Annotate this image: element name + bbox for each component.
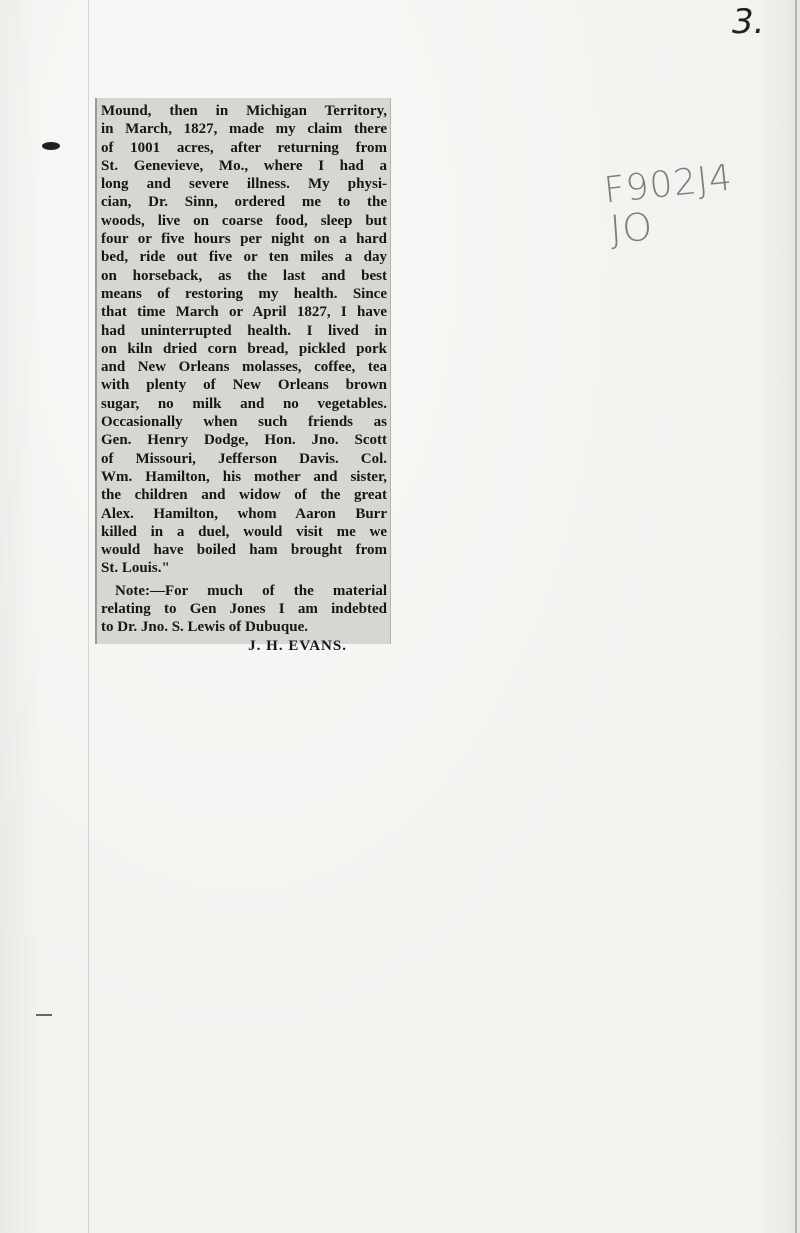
text-line: of Missouri, Jefferson Davis. Col. [101, 450, 387, 467]
binding-hole-mark [42, 142, 60, 150]
text-line: killed in a duel, would visit me we [101, 523, 387, 540]
text-line: sugar, no milk and no vegetables. [101, 395, 387, 412]
clipping-body [101, 102, 387, 578]
text-line: with plenty of New Orleans brown [101, 377, 387, 394]
text-line: on kiln dried corn bread, pickled pork [101, 340, 387, 357]
text-line: had uninterrupted health. I lived in [101, 322, 387, 339]
text-line: woods, live on coarse food, sleep but [101, 212, 387, 229]
clipping-note [101, 582, 387, 637]
text-line: of 1001 acres, after returning from [101, 139, 387, 156]
text-line: St. Louis." [101, 560, 170, 577]
text-line: four or five hours per night on a hard [101, 231, 387, 248]
text-line: on horseback, as the last and best [101, 267, 387, 284]
page-edge [795, 0, 797, 1233]
text-line: the children and widow of the great [101, 487, 387, 504]
text-line: would have boiled ham brought from [101, 542, 387, 559]
text-line: cian, Dr. Sinn, ordered me to the [101, 194, 387, 211]
text-line: means of restoring my health. Since [101, 285, 387, 302]
handwritten-catalog-code: F902J4 [602, 157, 735, 212]
newspaper-clipping [95, 98, 391, 654]
author-signature: J. H. EVANS. [248, 637, 347, 654]
note-line: to Dr. Jno. S. Lewis of Dubuque. [101, 619, 308, 636]
text-line: Gen. Henry Dodge, Hon. Jno. Scott [101, 432, 387, 449]
text-line: bed, ride out five or ten miles a day [101, 249, 387, 266]
note-line: relating to Gen Jones I am indebted [101, 601, 387, 618]
page-number: 3. [732, 2, 765, 42]
text-line: Alex. Hamilton, whom Aaron Burr [101, 505, 387, 522]
text-line: in March, 1827, made my claim there [101, 121, 387, 138]
handwritten-initials: JO [608, 204, 655, 252]
text-line: long and severe illness. My physi- [101, 176, 387, 193]
note-line: Note:—For much of the material [115, 582, 387, 599]
text-line: Wm. Hamilton, his mother and sister, [101, 468, 387, 485]
text-line: and New Orleans molasses, coffee, tea [101, 359, 387, 376]
text-line: St. Genevieve, Mo., where I had a [101, 157, 387, 174]
margin-mark [36, 1002, 52, 1016]
text-line: Occasionally when such friends as [101, 414, 387, 431]
page-fold-line [88, 0, 89, 1233]
text-line: Mound, then in Michigan Territory, [101, 103, 387, 119]
text-line: that time March or April 1827, I have [101, 304, 387, 321]
